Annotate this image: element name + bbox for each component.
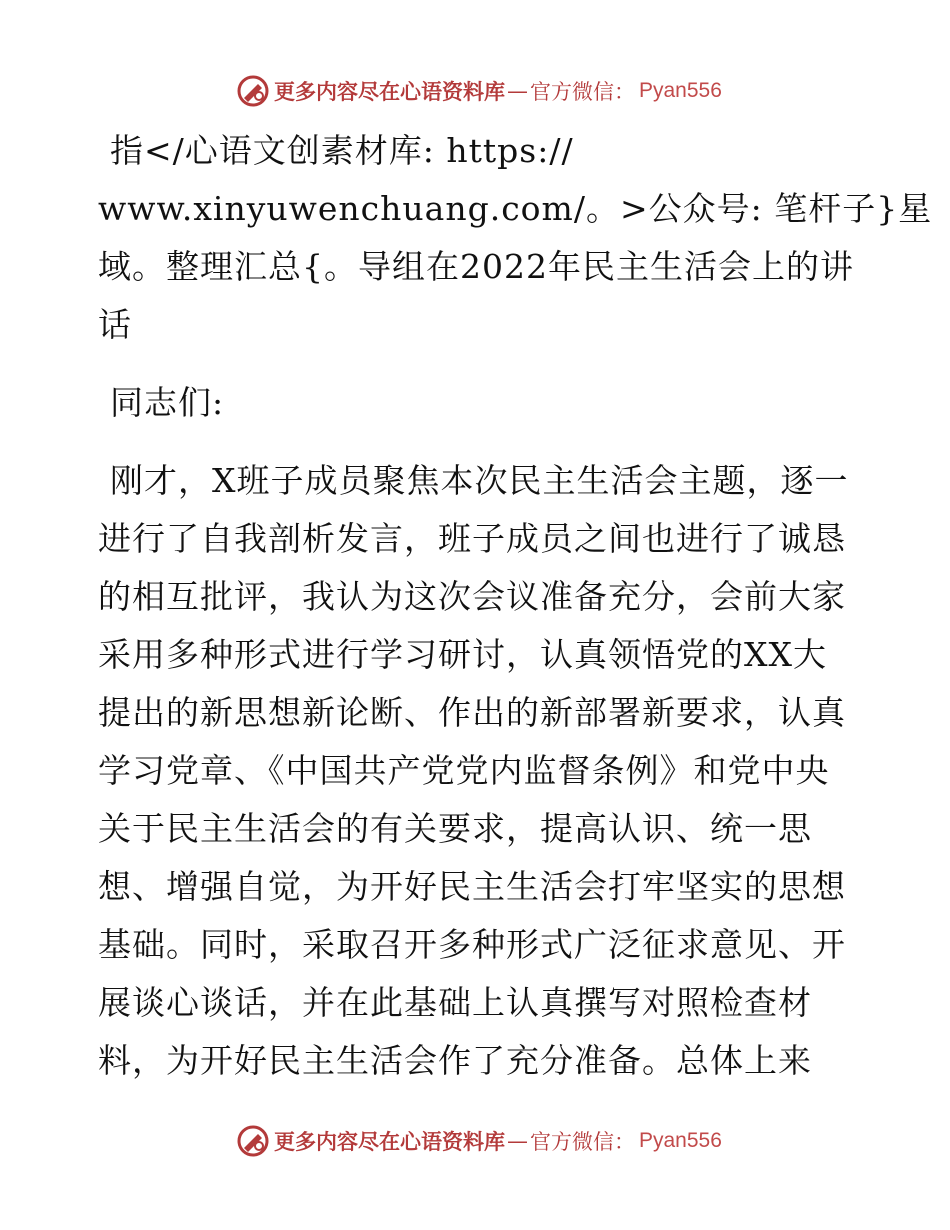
salutation: 同志们: <box>110 383 225 422</box>
body-line: 刚才，X班子成员聚焦本次民主生活会主题，逐一 <box>110 461 849 500</box>
pen-logo-icon <box>236 74 270 108</box>
body-line: 展谈心谈话，并在此基础上认真撰写对照检查材 <box>98 983 812 1022</box>
banner-dash: — <box>507 79 528 103</box>
header-banner <box>236 74 796 108</box>
banner-wechat-label: 官方微信： <box>530 1130 635 1154</box>
body-line: 想、增强自觉，为开好民主生活会打牢坚实的思想 <box>98 867 846 906</box>
body-line: 关于民主生活会的有关要求，提高认识、统一思 <box>98 809 812 848</box>
document-body <box>98 122 933 1090</box>
pen-logo-icon <box>236 1124 270 1158</box>
heading-line: 指</心语文创素材库: https:// <box>110 131 574 170</box>
banner-text: 更多内容尽在心语资料库 <box>274 1129 505 1154</box>
banner-text: 更多内容尽在心语资料库 <box>274 79 505 104</box>
heading-line: 域。整理汇总{。导组在2022年民主生活会上的讲 <box>98 247 854 286</box>
banner-wechat-label: 官方微信： <box>530 80 635 104</box>
body-line: 基础。同时，采取召开多种形式广泛征求意见、开 <box>98 925 846 964</box>
heading-line: www.xinyuwenchuang.com/。>公众号: 笔杆子}星 <box>98 189 933 228</box>
body-line: 的相互批评，我认为这次会议准备充分，会前大家 <box>98 577 846 616</box>
body-line: 进行了自我剖析发言，班子成员之间也进行了诚恳 <box>98 519 846 558</box>
footer-banner <box>236 1124 796 1158</box>
body-line: 料，为开好民主生活会作了充分准备。总体上来 <box>98 1041 812 1080</box>
body-line: 采用多种形式进行学习研讨，认真领悟党的XX大 <box>98 635 827 674</box>
banner-dash: — <box>507 1129 528 1153</box>
banner-wechat-id: Pyan556 <box>639 79 722 102</box>
body-line: 提出的新思想新论断、作出的新部署新要求，认真 <box>98 693 846 732</box>
heading-line: 话 <box>98 305 132 344</box>
body-line: 学习党章、《中国共产党党内监督条例》和党中央 <box>98 751 830 790</box>
banner-wechat-id: Pyan556 <box>639 1129 722 1152</box>
